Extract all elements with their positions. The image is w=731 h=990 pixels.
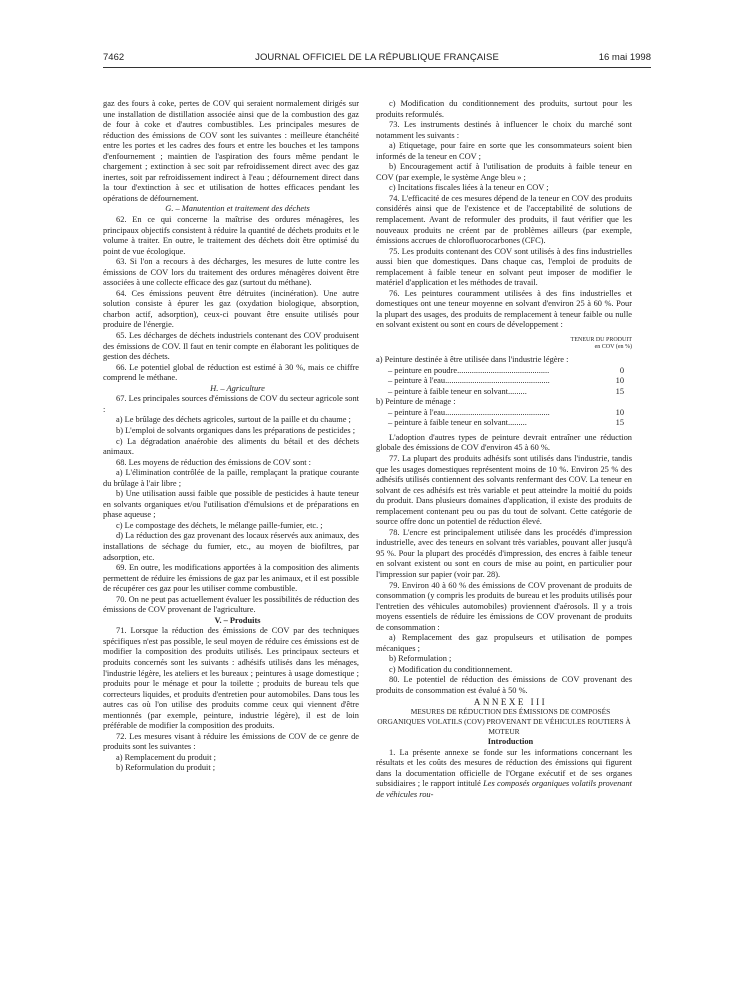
paragraph-68c: c) Le compostage des déchets, le mélange paille-fumier, etc. ; [116, 520, 323, 530]
table-header-line-1: TENEUR DU PRODUIT [570, 337, 632, 344]
paragraph-1-text: 1. La présente annexe se fonde sur les informations concernant les résultats et les coûts des mesures de réduction des émissions qui figurent dans la documentation officielle de l'Organe exécutif et de ses organes subsidiaires ; le rapport intitulé [376, 747, 632, 789]
table-row-value: 10 [615, 376, 624, 386]
paragraph-73b: b) Encouragement actif à l'utilisation de produits à faible teneur en COV (par exemple, le système Ange bleu » ; [376, 162, 632, 182]
paragraph-72b: b) Reformulation du produit ; [116, 763, 216, 773]
table-row [376, 408, 632, 419]
report-title: Les composés organiques volatils provenant de véhicules rou- [376, 779, 633, 799]
table-row-label: – peinture à l'eau.................................................. [388, 407, 550, 417]
issue-date: 16 mai 1998 [598, 52, 651, 63]
paragraph-67b: b) L'emploi de solvants organiques dans les préparations de pesticides ; [116, 425, 356, 435]
paragraph-78: 78. L'encre est principalement utilisée dans les procédés d'impression industrielle, avec des teneurs en solvant très variables, pouvant aller jusqu'à 95 %. Pour la plupart des procédés d'impression, des encres à faible teneur en solvant existent ou sont en cours de mise au point, en particulier pour l'impression sur papier (voir par. 28). [376, 527, 632, 579]
paragraph-79a: a) Remplacement des gaz propulseurs et utilisation de pompes mécaniques ; [376, 633, 632, 653]
paragraph-68: 68. Les moyens de réduction des émissions de COV sont : [116, 457, 312, 467]
table-row-value: 10 [615, 407, 624, 417]
table-row-label: – peinture en poudre............................................ [388, 365, 550, 375]
paragraph-64: 64. Ces émissions peuvent être détruites (incinération). Une autre solution consiste à épurer les gaz (oxydation biologique, absorption, charbon actif, adsorption), ceux-ci pouvant être ensuite utilisés pour produire de l'énergie. [103, 288, 359, 330]
paragraph-74: 74. L'efficacité de ces mesures dépend de la teneur en COV des produits considérés ainsi que de l'existence et de l'acceptabilité de solutions de remplacement. Avant de reformuler des produits, il faut vérifier que les nouveaux produits ne créent par de problèmes ailleurs (par exemple, émissions accrues de chlorofluorocarbones (CFC). [376, 193, 632, 246]
page-header [103, 52, 651, 66]
paragraph-76: 76. Les peintures couramment utilisées à des fins industrielles et domestiques ont une teneur moyenne en solvant d'environ 25 à 60 %. Pour la plupart des usages, des produits de remplacement à teneur faible ou nulle en solvant existent ou sont en cours de développement : [376, 288, 632, 330]
table-row-label: – peinture à faible teneur en solvant......... [388, 386, 527, 396]
paragraph-63: 63. Si l'on a recours à des décharges, les mesures de lutte contre les émissions de COV lors du traitement des ordures ménagères doivent être associées à une collecte efficace des gaz (surtout du méthane). [103, 257, 359, 288]
paragraph-62: 62. En ce qui concerne la maîtrise des ordures ménagères, les principaux objectifs consistent à réduire la quantité de déchets produits et le volume à traiter. En outre, le traitement des déchets doit être optimisé du point de vue écologique. [103, 215, 359, 256]
table-row-value: 15 [615, 418, 624, 428]
paragraph-67a: a) Le brûlage des déchets agricoles, surtout de la paille et du chaume ; [116, 415, 351, 425]
table-row-label: – peinture à faible teneur en solvant......... [388, 418, 527, 428]
paragraph-69: 69. En outre, les modifications apportées à la composition des aliments permettent de réduire les émissions de gaz par les animaux, et il est possible de récupérer ces gaz pour les utiliser comme combustible. [103, 563, 359, 594]
header-rule [103, 67, 651, 68]
paragraph-77: 77. La plupart des produits adhésifs sont utilisés dans l'industrie, tandis que les usages domestiques représentent moins de 10 %. Environ 25 % des adhésifs utilisés contiennent des solvants renfermant des COV. La teneur en solvant de ces adhésifs est très variable et peut atteindre la moitié du poids du produit. Dans plusieurs domaines d'application, il existe des produits de remplacement contenant peu ou pas du tout de solvant. Cette catégorie de source offre donc un potentiel de réduction élevé. [376, 453, 632, 527]
introduction-heading: Introduction [487, 737, 534, 747]
table-column-header [376, 337, 632, 351]
paragraph-68a: a) L'élimination contrôlée de la paille, remplaçant la pratique courante du brûlage à l'air libre ; [103, 468, 359, 488]
paragraph-67: 67. Les principales sources d'émissions de COV du secteur agricole sont : [103, 394, 359, 414]
right-column [376, 99, 632, 800]
page-number: 7462 [103, 52, 125, 63]
table-header-line-2: en COV (en %) [594, 344, 632, 351]
paragraph-72a: a) Remplacement du produit ; [116, 752, 217, 762]
paragraph-73c: c) Incitations fiscales liées à la teneur en COV ; [389, 183, 549, 193]
section-heading-h: H. – Agriculture [210, 383, 265, 393]
annexe-heading: ANNEXE III [473, 696, 548, 707]
section-heading-v: V. – Produits [214, 615, 261, 625]
paragraph-76b: L'adoption d'autres types de peinture devrait entraîner une réduction globale des émissions de COV d'environ 45 à 60 %. [376, 432, 632, 453]
section-heading-g: G. – Manutention et traitement des déchets [165, 204, 310, 214]
paragraph-75: 75. Les produits contenant des COV sont utilisés à des fins industrielles aussi bien que domestiques. Dans chaque cas, l'emploi de produits de remplacement à faible teneur en solvant peut imposer de modifier le matériel d'application et les méthodes de travail. [376, 246, 632, 288]
paragraph-71: 71. Lorsque la réduction des émissions de COV par des techniques spécifiques n'est pas possible, le seul moyen de réduire ces émissions est de modifier la composition des produits utilisés. Les principaux secteurs et produits concernés sont les suivants : adhésifs utilisés dans les ménages, l'industrie légère, les ateliers et les bureaux ; peintures à usage domestique ; produits pour le ménage et pour la toilette ; produits de bureau tels que correcteurs liquides, et produits d'entretien pour automobiles. Dans tous les autres cas où l'on utilise des produits comme ceux qui viennent d'être mentionnés (par exemple, peinture, industrie légère), il est de loin préférable de modifier la composition des produits. [103, 626, 359, 731]
paragraph-68d: d) La réduction des gaz provenant des locaux réservés aux animaux, des installations de séchage du fumier, etc., au moyen de biofiltres, par adsorption, etc. [103, 531, 359, 562]
paragraph-intro: gaz des fours à coke, pertes de COV qui seraient normalement dirigés sur une installation de distillation associée ainsi que de la combustion des gaz de four à coke et d'autres combustibles. Les principales mesures de réduction des émissions de COV sont les suivantes : meilleure étanchéité entre les portes et les cadres des fours et entre les bouches et les tampons d'enfournement ; maintien de l'aspiration des fours même pendant le chargement ; extinction à sec soit par refroidissement direct avec des gaz inertes, soit par refroidissement indirect à l'eau ; défournement direct dans la tour d'extinction à sec et utilisation de hottes efficaces pendant les opérations de défournement. [103, 99, 359, 203]
table-row-value: 0 [619, 365, 624, 375]
table-row [376, 376, 632, 387]
paragraph-72c: c) Modification du conditionnement des produits, surtout pour les produits reformulés. [376, 99, 632, 119]
table-group-b: b) Peinture de ménage : [376, 397, 456, 407]
paragraph-73: 73. Les instruments destinés à influencer le choix du marché sont notamment les suivants : [376, 120, 632, 140]
journal-title: JOURNAL OFFICIEL DE LA RÉPUBLIQUE FRANÇAISE [255, 52, 499, 63]
paragraph-67c: c) La dégradation anaérobie des aliments du bétail et des déchets animaux. [103, 436, 359, 457]
table-row [376, 387, 632, 398]
annexe-title: MESURES DE RÉDUCTION DES ÉMISSIONS DE COMPOSÉS ORGANIQUES VOLATILS (COV) PROVENANT DE VÉHICULES ROUTIERS À MOTEUR [377, 707, 631, 737]
paragraph-79c: c) Modification du conditionnement. [389, 664, 513, 674]
paragraph-72: 72. Les mesures visant à réduire les émissions de COV de ce genre de produits sont les suivantes : [103, 731, 359, 752]
table-group-a: a) Peinture destinée à être utilisée dans l'industrie légère : [376, 355, 569, 365]
paragraph-70: 70. On ne peut pas actuellement évaluer les possibilités de réduction des émissions de COV provenant de l'agriculture. [103, 594, 359, 615]
table-row [376, 418, 632, 429]
paragraph-65: 65. Les décharges de déchets industriels contenant des COV produisent des émissions de COV. Il faut en tenir compte en élaborant les politiques de gestion des déchets. [103, 331, 359, 362]
paragraph-80: 80. Le potentiel de réduction des émissions de COV provenant des produits de consommation est évalué à 50 %. [376, 675, 632, 695]
paragraph-66: 66. Le potentiel global de réduction est estimé à 30 %, mais ce chiffre comprend le méthane. [103, 362, 359, 383]
paragraph-79b: b) Reformulation ; [389, 654, 452, 664]
paragraph-68b: b) Une utilisation aussi faible que possible de pesticides à haute teneur en solvants organiques et/ou l'utilisation d'émulsions et de préparations en phase aqueuse ; [103, 489, 359, 520]
paint-table [376, 355, 632, 429]
table-row-label: – peinture à l'eau.................................................. [388, 376, 550, 386]
paragraph-1 [376, 748, 632, 801]
paragraph-73a: a) Etiquetage, pour faire en sorte que les consommateurs soient bien informés de la teneur en COV ; [376, 141, 632, 161]
table-row-value: 15 [615, 386, 624, 396]
table-row [376, 366, 632, 377]
left-column [103, 99, 359, 774]
paragraph-79: 79. Environ 40 à 60 % des émissions de COV provenant de produits de consommation (y compris les produits de bureau et les produits utilisés pour l'entretien des véhicules automobiles) proviennent d'aérosols. Il y a trois moyens essentiels de réduire les émissions de COV provenant de produits de consommation : [376, 580, 632, 632]
